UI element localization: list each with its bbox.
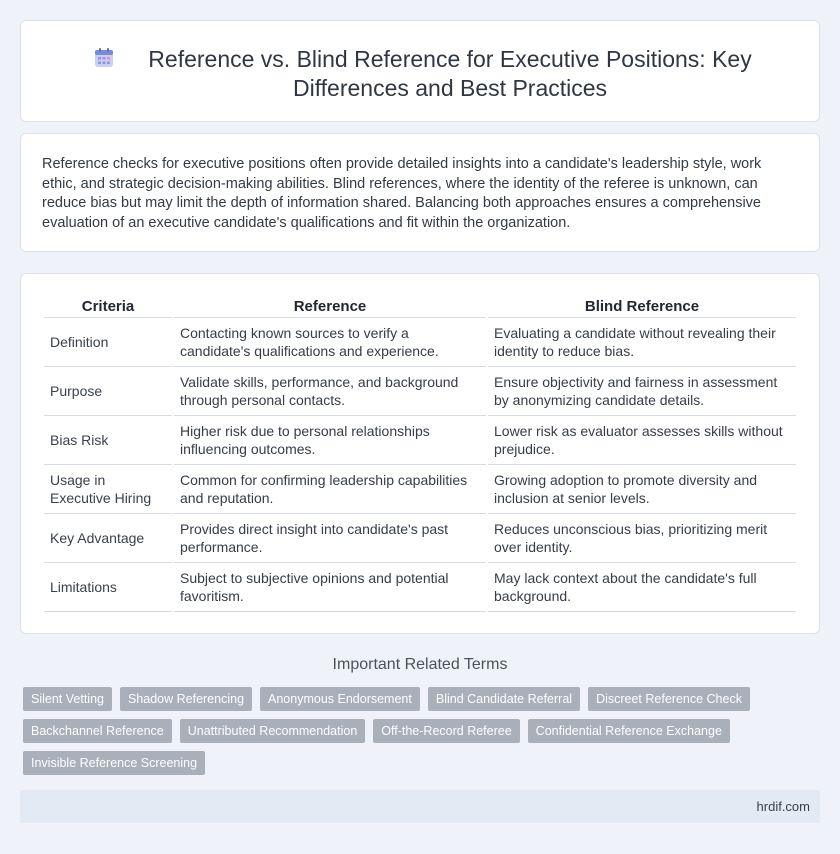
related-terms-list [23, 687, 823, 775]
related-terms-heading: Important Related Terms [332, 656, 508, 673]
row-blind-reference: Growing adoption to promote diversity and inclusion at senior levels. [488, 465, 796, 514]
row-criteria: Bias Risk [44, 416, 172, 465]
row-criteria: Usage in Executive Hiring [44, 465, 172, 514]
row-blind-reference: Ensure objectivity and fairness in assessment by anonymizing candidate details. [488, 367, 796, 416]
row-criteria: Purpose [44, 367, 172, 416]
table-header-row [44, 296, 796, 318]
related-term-tag[interactable]: Anonymous Endorsement [260, 687, 420, 711]
page-title: Reference vs. Blind Reference for Executive Positions: Key Differences and Best Practices [148, 46, 752, 101]
table-row [44, 416, 796, 465]
related-term-tag[interactable]: Silent Vetting [23, 687, 112, 711]
row-reference: Validate skills, performance, and background through personal contacts. [174, 367, 486, 416]
comparison-table [42, 296, 798, 612]
comparison-table-card [20, 273, 820, 634]
table-row [44, 465, 796, 514]
title-wrap [21, 45, 819, 103]
row-criteria: Key Advantage [44, 514, 172, 563]
table-row [44, 563, 796, 612]
related-term-tag[interactable]: Confidential Reference Exchange [528, 719, 730, 743]
row-reference: Contacting known sources to verify a candidate's qualifications and experience. [174, 318, 486, 367]
intro-paragraph: Reference checks for executive positions often provide detailed insights into a candidate's leadership style, work ethic, and strategic decision-making abilities. Blind references, where the identity of the referee is unknown, can reduce bias but may limit the depth of information shared. Balancing both approaches ensures a comprehensive evaluation of an executive candidate's qualifications and fit within the organization. [42, 156, 762, 231]
related-term-tag[interactable]: Blind Candidate Referral [428, 687, 580, 711]
table-row [44, 318, 796, 367]
header-reference: Reference [174, 296, 486, 318]
row-blind-reference: May lack context about the candidate's full background. [488, 563, 796, 612]
related-term-tag[interactable]: Unattributed Recommendation [180, 719, 366, 743]
table-row [44, 367, 796, 416]
row-reference: Common for confirming leadership capabilities and reputation. [174, 465, 486, 514]
related-term-tag[interactable]: Off-the-Record Referee [373, 719, 519, 743]
related-term-tag[interactable]: Backchannel Reference [23, 719, 172, 743]
row-blind-reference: Reduces unconscious bias, prioritizing merit over identity. [488, 514, 796, 563]
row-reference: Subject to subjective opinions and potential favoritism. [174, 563, 486, 612]
title-card [20, 20, 820, 122]
related-term-tag[interactable]: Shadow Referencing [120, 687, 252, 711]
header-criteria: Criteria [44, 296, 172, 318]
footer [20, 790, 820, 823]
related-term-tag[interactable]: Invisible Reference Screening [23, 751, 205, 775]
intro-card [20, 133, 820, 252]
row-blind-reference: Evaluating a candidate without revealing their identity to reduce bias. [488, 318, 796, 367]
row-reference: Higher risk due to personal relationships influencing outcomes. [174, 416, 486, 465]
table-row [44, 514, 796, 563]
row-blind-reference: Lower risk as evaluator assesses skills without prejudice. [488, 416, 796, 465]
row-reference: Provides direct insight into candidate's past performance. [174, 514, 486, 563]
header-blind-reference: Blind Reference [488, 296, 796, 318]
row-criteria: Limitations [44, 563, 172, 612]
related-term-tag[interactable]: Discreet Reference Check [588, 687, 750, 711]
row-criteria: Definition [44, 318, 172, 367]
footer-site-link[interactable]: hrdif.com [756, 799, 810, 814]
